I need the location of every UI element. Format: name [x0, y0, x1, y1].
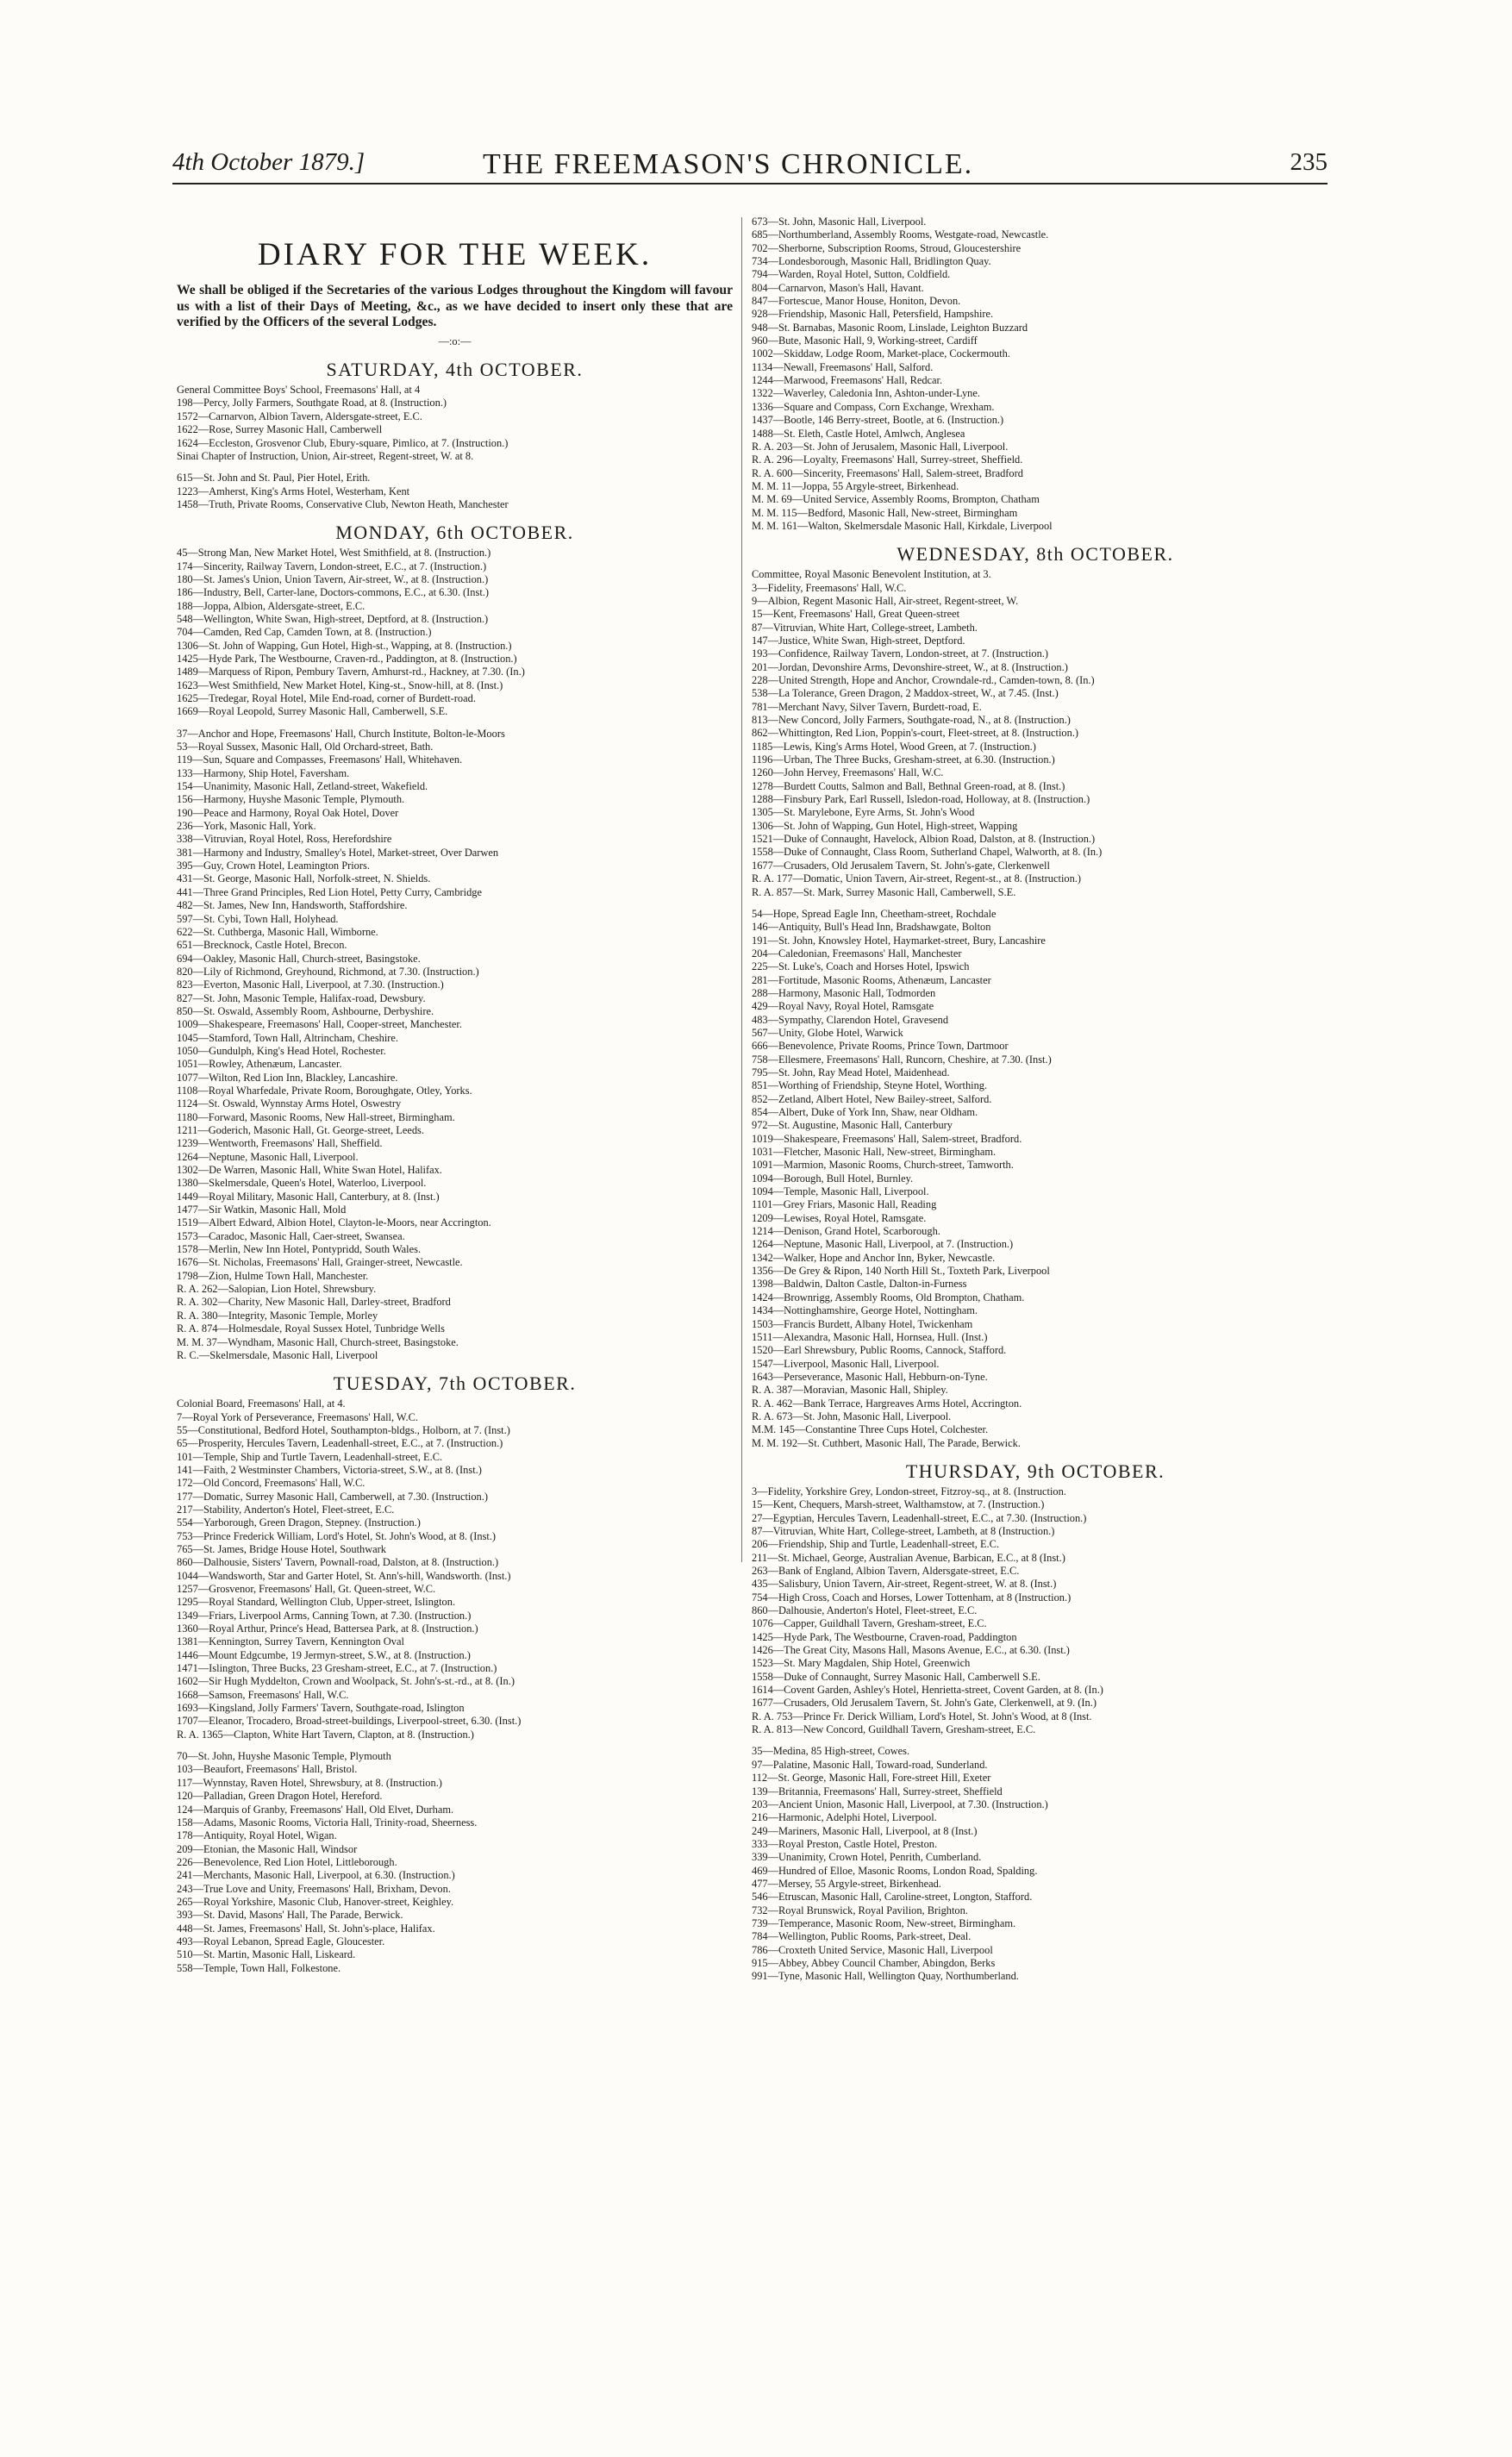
- lodge-entry: 538—La Tolerance, Green Dragon, 2 Maddox-street, W., at 7.45. (Inst.): [752, 687, 1059, 700]
- lodge-entry: Committee, Royal Masonic Benevolent Institution, at 3.: [752, 568, 991, 581]
- lodge-entry: 435—Salisbury, Union Tavern, Air-street, Regent-street, W. at 8. (Inst.): [752, 1578, 1057, 1591]
- lodge-entry: 1185—Lewis, King's Arms Hotel, Wood Green, at 7. (Instruction.): [752, 740, 1036, 753]
- lodge-entry: 548—Wellington, White Swan, High-street, Deptford, at 8. (Instruction.): [177, 612, 489, 625]
- lodge-entry: R. A. 177—Domatic, Union Tavern, Air-street, Regent-st., at 8. (Instruction.): [752, 872, 1082, 885]
- lodge-entry: General Committee Boys' School, Freemasons' Hall, at 4: [177, 384, 421, 397]
- lodge-entry: 15—Kent, Freemasons' Hall, Great Queen-street: [752, 608, 960, 621]
- lodge-entry: 1211—Goderich, Masonic Hall, Gt. George-street, Leeds.: [177, 1124, 424, 1136]
- lodge-entry: 65—Prosperity, Hercules Tavern, Leadenhall-street, E.C., at 7. (Instruction.): [177, 1437, 503, 1450]
- lodge-entry: 847—Fortescue, Manor House, Honiton, Devon.: [752, 295, 961, 308]
- lodge-entry: 265—Royal Yorkshire, Masonic Club, Hanover-street, Keighley.: [177, 1895, 454, 1908]
- lodge-entry: 1623—West Smithfield, New Market Hotel, King-st., Snow-hill, at 8. (Inst.): [177, 678, 503, 691]
- lodge-entry: 1676—St. Nicholas, Freemasons' Hall, Grainger-street, Newcastle.: [177, 1256, 463, 1269]
- lodge-entry: 1349—Friars, Liverpool Arms, Canning Town, at 7.30. (Instruction.): [177, 1609, 472, 1622]
- lodge-entry: 558—Temple, Town Hall, Folkestone.: [177, 1961, 341, 1974]
- lodge-entry: 1614—Covent Garden, Ashley's Hotel, Henrietta-street, Covent Garden, at 8. (In.): [752, 1684, 1103, 1697]
- lodge-entry: 1434—Nottinghamshire, George Hotel, Nottingham.: [752, 1304, 978, 1317]
- lodge-entry: 1425—Hyde Park, The Westbourne, Craven-rd., Paddington, at 8. (Instruction.): [177, 652, 517, 665]
- lodge-entry: 124—Marquis of Granby, Freemasons' Hall, Old Elvet, Durham.: [177, 1803, 454, 1816]
- lodge-entry: 236—York, Masonic Hall, York.: [177, 820, 316, 833]
- lodge-entry: R. A. 813—New Concord, Guildhall Tavern, Gresham-street, E.C.: [752, 1723, 1036, 1736]
- tuesday-heading: TUESDAY, 7th OCTOBER.: [333, 1372, 577, 1395]
- lodge-entry: 795—St. John, Ray Mead Hotel, Maidenhead.: [752, 1066, 950, 1078]
- lodge-entry: 1322—Waverley, Caledonia Inn, Ashton-under-Lyne.: [752, 387, 980, 400]
- lodge-entry: 198—Percy, Jolly Farmers, Southgate Road, at 8. (Instruction.): [177, 397, 447, 410]
- lodge-entry: 35—Medina, 85 High-street, Cowes.: [752, 1745, 910, 1758]
- lodge-entry: 441—Three Grand Principles, Red Lion Hotel, Petty Curry, Cambridge: [177, 885, 482, 898]
- lodge-entry: 191—St. John, Knowsley Hotel, Haymarket-street, Bury, Lancashire: [752, 934, 1046, 947]
- lodge-entry: 206—Friendship, Ship and Turtle, Leadenhall-street, E.C.: [752, 1538, 1000, 1551]
- lodge-entry: 1257—Grosvenor, Freemasons' Hall, Gt. Queen-street, W.C.: [177, 1583, 436, 1595]
- lodge-entry: 1558—Duke of Connaught, Surrey Masonic Hall, Camberwell S.E.: [752, 1670, 1040, 1683]
- tuesday-continued-list: [752, 216, 1319, 533]
- lodge-entry: 201—Jordan, Devonshire Arms, Devonshire-street, W., at 8. (Instruction.): [752, 660, 1068, 673]
- lodge-entry: 3—Fidelity, Freemasons' Hall, W.C.: [752, 581, 907, 594]
- diary-title: DIARY FOR THE WEEK.: [257, 237, 653, 272]
- lodge-entry: R. A. 673—St. John, Masonic Hall, Liverpool.: [752, 1410, 952, 1422]
- lodge-entry: R. A. 600—Sincerity, Freemasons' Hall, Salem-street, Bradford: [752, 466, 1023, 479]
- lodge-entry: 1295—Royal Standard, Wellington Club, Upper-street, Islington.: [177, 1596, 456, 1609]
- lodge-entry: R. A. 262—Salopian, Lion Hotel, Shrewsbury.: [177, 1283, 377, 1296]
- lodge-entry: 339—Unanimity, Crown Hotel, Penrith, Cumberland.: [752, 1851, 982, 1864]
- lodge-entry: R. A. 203—St. John of Jerusalem, Masonic Hall, Liverpool.: [752, 440, 1009, 453]
- lodge-entry: 651—Brecknock, Castle Hotel, Brecon.: [177, 939, 347, 952]
- lodge-entry: 288—Harmony, Masonic Hall, Todmorden: [752, 986, 936, 999]
- lodge-entry: 1051—Rowley, Athenæum, Lancaster.: [177, 1058, 342, 1071]
- lodge-entry: 915—Abbey, Abbey Council Chamber, Abingdon, Berks: [752, 1956, 996, 1969]
- lodge-entry: 241—Merchants, Masonic Hall, Liverpool, at 6.30. (Instruction.): [177, 1869, 455, 1882]
- lodge-entry: 146—Antiquity, Bull's Head Inn, Bradshawgate, Bolton: [752, 921, 991, 934]
- lodge-entry: R. A. 462—Bank Terrace, Hargreaves Arms Hotel, Accrington.: [752, 1397, 1022, 1410]
- lodge-entry: 786—Croxteth United Service, Masonic Hall, Liverpool: [752, 1943, 993, 1956]
- lodge-entry: 3—Fidelity, Yorkshire Grey, London-street, Fitzroy-sq., at 8. (Instruction.: [752, 1485, 1066, 1497]
- lodge-entry: 493—Royal Lebanon, Spread Eagle, Gloucester.: [177, 1935, 385, 1947]
- lodge-entry: R. A. 857—St. Mark, Surrey Masonic Hall, Camberwell, S.E.: [752, 885, 1016, 898]
- lodge-entry: M. M. 115—Bedford, Masonic Hall, New-street, Birmingham: [752, 506, 1018, 519]
- lodge-entry: 804—Carnarvon, Mason's Hall, Havant.: [752, 281, 924, 294]
- lodge-entry: 960—Bute, Masonic Hall, 9, Working-street, Cardiff: [752, 334, 978, 347]
- lodge-entry: 193—Confidence, Railway Tavern, London-street, at 7. (Instruction.): [752, 647, 1049, 660]
- lodge-entry: 1288—Finsbury Park, Earl Russell, Isledon-road, Holloway, at 8. (Instruction.): [752, 793, 1090, 806]
- lodge-entry: R. A. 753—Prince Fr. Derick William, Lord's Hotel, St. John's Wood, at 8 (Inst.: [752, 1710, 1092, 1722]
- lodge-entry: 469—Hundred of Elloe, Masonic Rooms, London Road, Spalding.: [752, 1864, 1038, 1877]
- lodge-entry: 702—Sherborne, Subscription Rooms, Stroud, Gloucestershire: [752, 241, 1022, 254]
- lodge-entry: 673—St. John, Masonic Hall, Liverpool.: [752, 216, 927, 228]
- diary-intro: We shall be obliged if the Secretaries of the various Lodges throughout the Kingdom will favour us with a list of their Days of Meeting, &c., as we have decided to insert only these that are verified by the Officers of the several Lodges.: [177, 283, 733, 330]
- lodge-entry: 483—Sympathy, Clarendon Hotel, Gravesend: [752, 1013, 949, 1026]
- spacer: [752, 1736, 1319, 1745]
- lodge-entry: 180—St. James's Union, Union Tavern, Air-street, W., at 8. (Instruction.): [177, 572, 489, 585]
- lodge-entry: 1446—Mount Edgcumbe, 19 Jermyn-street, S.W., at 8. (Instruction.): [177, 1648, 471, 1661]
- lodge-entry: 765—St. James, Bridge House Hotel, Southwark: [177, 1542, 386, 1555]
- lodge-entry: 694—Oakley, Masonic Hall, Church-street, Basingstoke.: [177, 952, 421, 965]
- lodge-entry: 1306—St. John of Wapping, Gun Hotel, High-street, Wapping: [752, 819, 1018, 832]
- lodge-entry: 9—Albion, Regent Masonic Hall, Air-street, Regent-street, W.: [752, 594, 1019, 607]
- lodge-entry: 1693—Kingsland, Jolly Farmers' Tavern, Southgate-road, Islington: [177, 1702, 465, 1715]
- spacer: [177, 719, 733, 728]
- lodge-entry: 1558—Duke of Connaught, Class Room, Sutherland Chapel, Walworth, at 8. (In.): [752, 846, 1103, 859]
- lodge-entry: 101—Temple, Ship and Turtle Tavern, Leadenhall-street, E.C.: [177, 1450, 443, 1463]
- lodge-entry: 1134—Newall, Freemasons' Hall, Salford.: [752, 360, 934, 373]
- lodge-entry: 1356—De Grey & Ripon, 140 North Hill St., Toxteth Park, Liverpool: [752, 1265, 1050, 1278]
- lodge-entry: 225—St. Luke's, Coach and Horses Hotel, Ipswich: [752, 960, 970, 973]
- lodge-entry: 1449—Royal Military, Masonic Hall, Canterbury, at 8. (Inst.): [177, 1190, 440, 1203]
- lodge-entry: 758—Ellesmere, Freemasons' Hall, Runcorn, Cheshire, at 7.30. (Inst.): [752, 1053, 1052, 1066]
- lodge-entry: R. A. 380—Integrity, Masonic Temple, Morley: [177, 1309, 378, 1322]
- lodge-entry: 1707—Eleanor, Trocadero, Broad-street-buildings, Liverpool-street, 6.30. (Inst.): [177, 1715, 522, 1728]
- lodge-entry: R. A. 296—Loyalty, Freemasons' Hall, Surrey-street, Sheffield.: [752, 453, 1023, 466]
- lodge-entry: 186—Industry, Bell, Carter-lane, Doctors-commons, E.C., at 6.30. (Inst.): [177, 586, 489, 599]
- lodge-entry: Sinai Chapter of Instruction, Union, Air-street, Regent-street, W. at 8.: [177, 449, 474, 462]
- thursday-provincial-list: [752, 1745, 1319, 1983]
- lodge-entry: 1602—Sir Hugh Myddelton, Crown and Woolpack, St. John's-st.-rd., at 8. (In.): [177, 1675, 515, 1688]
- spacer: [752, 899, 1319, 908]
- lodge-entry: 1425—Hyde Park, The Westbourne, Craven-road, Paddington: [752, 1630, 1017, 1643]
- lodge-entry: 37—Anchor and Hope, Freemasons' Hall, Church Institute, Bolton-le-Moors: [177, 727, 505, 740]
- lodge-entry: 178—Antiquity, Royal Hotel, Wigan.: [177, 1829, 337, 1842]
- lodge-entry: 482—St. James, New Inn, Handsworth, Staffordshire.: [177, 899, 408, 912]
- lodge-entry: 1094—Borough, Bull Hotel, Burnley.: [752, 1172, 914, 1185]
- lodge-entry: M. M. 69—United Service, Assembly Rooms, Brompton, Chatham: [752, 493, 1040, 506]
- lodge-entry: 226—Benevolence, Red Lion Hotel, Littleborough.: [177, 1855, 397, 1868]
- lodge-entry: 1002—Skiddaw, Lodge Room, Market-place, Cockermouth.: [752, 347, 1010, 360]
- tuesday-provincial-list: [177, 1750, 733, 1975]
- lodge-entry: 1108—Royal Wharfedale, Private Room, Boroughgate, Otley, Yorks.: [177, 1084, 472, 1097]
- lodge-entry: 1643—Perseverance, Masonic Hall, Hebburn-on-Tyne.: [752, 1370, 988, 1383]
- lodge-entry: 1669—Royal Leopold, Surrey Masonic Hall, Camberwell, S.E.: [177, 705, 448, 718]
- lodge-entry: 860—Dalhousie, Sisters' Tavern, Pownall-road, Dalston, at 8. (Instruction.): [177, 1556, 499, 1569]
- lodge-entry: 1196—Urban, The Three Bucks, Gresham-street, at 6.30. (Instruction.): [752, 753, 1055, 766]
- lodge-entry: 156—Harmony, Huyshe Masonic Temple, Plymouth.: [177, 793, 405, 806]
- lodge-entry: 120—Palladian, Green Dragon Hotel, Hereford.: [177, 1790, 383, 1803]
- lodge-entry: 854—Albert, Duke of York Inn, Shaw, near Oldham.: [752, 1106, 978, 1118]
- lodge-entry: 820—Lily of Richmond, Greyhound, Richmond, at 7.30. (Instruction.): [177, 965, 479, 978]
- spacer: [177, 1741, 733, 1750]
- lodge-entry: 991—Tyne, Masonic Hall, Wellington Quay, Northumberland.: [752, 1970, 1019, 1983]
- lodge-entry: 948—St. Barnabas, Masonic Room, Linslade, Leighton Buzzard: [752, 321, 1028, 334]
- lodge-entry: 567—Unity, Globe Hotel, Warwick: [752, 1026, 903, 1039]
- lodge-entry: 734—Londesborough, Masonic Hall, Bridlington Quay.: [752, 255, 991, 268]
- lodge-entry: 1622—Rose, Surrey Masonic Hall, Camberwell: [177, 423, 383, 436]
- lodge-entry: 172—Old Concord, Freemasons' Hall, W.C.: [177, 1477, 366, 1490]
- lodge-entry: 395—Guy, Crown Hotel, Leamington Priors.: [177, 860, 370, 872]
- saturday-heading: SATURDAY, 4th OCTOBER.: [326, 359, 584, 381]
- lodge-entry: 823—Everton, Masonic Hall, Liverpool, at 7.30. (Instruction.): [177, 978, 444, 991]
- lodge-entry: 622—St. Cuthberga, Masonic Hall, Wimborne.: [177, 925, 378, 938]
- lodge-entry: 1045—Stamford, Town Hall, Altrincham, Cheshire.: [177, 1031, 399, 1044]
- monday-heading: MONDAY, 6th OCTOBER.: [335, 522, 574, 544]
- lodge-entry: M. M. 161—Walton, Skelmersdale Masonic Hall, Kirkdale, Liverpool: [752, 519, 1053, 532]
- lodge-entry: 754—High Cross, Coach and Horses, Lower Tottenham, at 8 (Instruction.): [752, 1591, 1072, 1604]
- lodge-entry: 784—Wellington, Public Rooms, Park-street, Deal.: [752, 1930, 972, 1943]
- wednesday-london-list: [752, 568, 1319, 899]
- lodge-entry: 1798—Zion, Hulme Town Hall, Manchester.: [177, 1269, 369, 1282]
- lodge-entry: M.M. 145—Constantine Three Cups Hotel, Colchester.: [752, 1423, 989, 1436]
- lodge-entry: 1523—St. Mary Magdalen, Ship Hotel, Greenwich: [752, 1657, 971, 1670]
- lodge-entry: 1101—Grey Friars, Masonic Hall, Reading: [752, 1198, 937, 1211]
- lodge-entry: 1209—Lewises, Royal Hotel, Ramsgate.: [752, 1211, 927, 1224]
- lodge-entry: 1511—Alexandra, Masonic Hall, Hornsea, Hull. (Inst.): [752, 1330, 988, 1343]
- lodge-entry: 1180—Forward, Masonic Rooms, New Hall-street, Birmingham.: [177, 1110, 455, 1123]
- lodge-entry: 850—St. Oswald, Assembly Room, Ashbourne, Derbyshire.: [177, 1004, 434, 1017]
- lodge-entry: 1264—Neptune, Masonic Hall, Liverpool.: [177, 1150, 359, 1163]
- lodge-entry: M. M. 37—Wyndham, Masonic Hall, Church-street, Basingstoke.: [177, 1335, 459, 1348]
- lodge-entry: 119—Sun, Square and Compasses, Freemasons' Hall, Whitehaven.: [177, 753, 463, 766]
- lodge-entry: Colonial Board, Freemasons' Hall, at 4.: [177, 1397, 346, 1410]
- lodge-entry: 204—Caledonian, Freemasons' Hall, Manchester: [752, 947, 962, 960]
- lodge-entry: 1076—Capper, Guildhall Tavern, Gresham-street, E.C.: [752, 1617, 987, 1630]
- lodge-entry: 112—St. George, Masonic Hall, Fore-street Hill, Exeter: [752, 1772, 991, 1785]
- lodge-entry: 1398—Baldwin, Dalton Castle, Dalton-in-Furness: [752, 1278, 967, 1291]
- lodge-entry: 117—Wynnstay, Raven Hotel, Shrewsbury, at 8. (Instruction.): [177, 1776, 442, 1789]
- lodge-entry: 228—United Strength, Hope and Anchor, Crowndale-rd., Camden-town, 8. (In.): [752, 674, 1095, 686]
- monday-provincial-list: [177, 728, 733, 1363]
- lodge-entry: 1624—Eccleston, Grosvenor Club, Ebury-square, Pimlico, at 7. (Instruction.): [177, 436, 509, 449]
- lodge-entry: M. M. 192—St. Cuthbert, Masonic Hall, The Parade, Berwick.: [752, 1436, 1021, 1449]
- lodge-entry: 1214—Denison, Grand Hotel, Scarborough.: [752, 1225, 940, 1238]
- lodge-entry: 1009—Shakespeare, Freemasons' Hall, Cooper-street, Manchester.: [177, 1018, 462, 1031]
- lodge-entry: 666—Benevolence, Private Rooms, Prince Town, Dartmoor: [752, 1040, 1009, 1053]
- lodge-entry: 70—St. John, Huyshe Masonic Temple, Plymouth: [177, 1750, 391, 1763]
- lodge-entry: 794—Warden, Royal Hotel, Sutton, Coldfield.: [752, 268, 951, 281]
- lodge-entry: R. A. 1365—Clapton, White Hart Tavern, Clapton, at 8. (Instruction.): [177, 1728, 474, 1741]
- lodge-entry: M. M. 11—Joppa, 55 Argyle-street, Birkenhead.: [752, 479, 959, 492]
- lodge-entry: 1239—Wentworth, Freemasons' Hall, Sheffield.: [177, 1137, 383, 1150]
- lodge-entry: 7—Royal York of Perseverance, Freemasons' Hall, W.C.: [177, 1410, 418, 1423]
- lodge-entry: 1031—Fletcher, Masonic Hall, New-street, Birmingham.: [752, 1146, 997, 1159]
- saturday-london-list: [177, 384, 733, 463]
- spacer: [177, 463, 733, 472]
- lodge-entry: 862—Whittington, Red Lion, Poppin's-court, Fleet-street, at 8. (Instruction.): [752, 727, 1079, 740]
- lodge-entry: 87—Vitruvian, White Hart, College-street, Lambeth, at 8 (Instruction.): [752, 1524, 1055, 1537]
- lodge-entry: 781—Merchant Navy, Silver Tavern, Burdett-road, E.: [752, 700, 982, 713]
- lodge-entry: 851—Worthing of Friendship, Steyne Hotel, Worthing.: [752, 1079, 988, 1092]
- lodge-entry: 177—Domatic, Surrey Masonic Hall, Camberwell, at 7.30. (Instruction.): [177, 1490, 488, 1503]
- lodge-entry: 813—New Concord, Jolly Farmers, Southgate-road, N., at 8. (Instruction.): [752, 714, 1071, 727]
- lodge-entry: 448—St. James, Freemasons' Hall, St. John's-place, Halifax.: [177, 1922, 435, 1935]
- lodge-entry: 217—Stability, Anderton's Hotel, Fleet-street, E.C.: [177, 1503, 395, 1516]
- lodge-entry: 1336—Square and Compass, Corn Exchange, Wrexham.: [752, 400, 995, 413]
- lodge-entry: 1244—Marwood, Freemasons' Hall, Redcar.: [752, 374, 943, 387]
- lodge-entry: 1521—Duke of Connaught, Havelock, Albion Road, Dalston, at 8. (Instruction.): [752, 833, 1096, 846]
- lodge-entry: 477—Mersey, 55 Argyle-street, Birkenhead.: [752, 1877, 941, 1890]
- left-column: [177, 216, 733, 1975]
- lodge-entry: 1306—St. John of Wapping, Gun Hotel, High-st., Wapping, at 8. (Instruction.): [177, 639, 512, 652]
- lodge-entry: 53—Royal Sussex, Masonic Hall, Old Orchard-street, Bath.: [177, 741, 434, 753]
- lodge-entry: 429—Royal Navy, Royal Hotel, Ramsgate: [752, 1000, 934, 1013]
- lodge-entry: 1278—Burdett Coutts, Salmon and Ball, Bethnal Green-road, at 8. (Inst.): [752, 779, 1065, 792]
- lodge-entry: 87—Vitruvian, White Hart, College-street, Lambeth.: [752, 621, 978, 634]
- lodge-entry: 1381—Kennington, Surrey Tavern, Kennington Oval: [177, 1635, 404, 1648]
- lodge-entry: 1094—Temple, Masonic Hall, Liverpool.: [752, 1185, 929, 1198]
- lodge-entry: 1437—Bootle, 146 Berry-street, Bootle, at 6. (Instruction.): [752, 414, 1004, 427]
- lodge-entry: 209—Etonian, the Masonic Hall, Windsor: [177, 1842, 358, 1855]
- lodge-entry: 1477—Sir Watkin, Masonic Hall, Mold: [177, 1203, 347, 1216]
- lodge-entry: 1077—Wilton, Red Lion Inn, Blackley, Lancashire.: [177, 1071, 398, 1084]
- lodge-entry: 1426—The Great City, Masons Hall, Masons Avenue, E.C., at 6.30. (Inst.): [752, 1644, 1070, 1657]
- lodge-entry: 1380—Skelmersdale, Queen's Hotel, Waterloo, Liverpool.: [177, 1177, 427, 1190]
- lodge-entry: 1489—Marquess of Ripon, Pembury Tavern, Amhurst-rd., Hackney, at 7.30. (In.): [177, 666, 525, 678]
- lodge-entry: 190—Peace and Harmony, Royal Oak Hotel, Dover: [177, 806, 399, 819]
- lodge-entry: 1302—De Warren, Masonic Hall, White Swan Hotel, Halifax.: [177, 1164, 442, 1177]
- lodge-entry: 133—Harmony, Ship Hotel, Faversham.: [177, 766, 350, 779]
- lodge-entry: 141—Faith, 2 Westminster Chambers, Victoria-street, S.W., at 8. (Inst.): [177, 1463, 482, 1476]
- lodge-entry: 1547—Liverpool, Masonic Hall, Liverpool.: [752, 1357, 940, 1370]
- lodge-entry: 281—Fortitude, Masonic Rooms, Athenæum, Lancaster: [752, 973, 991, 986]
- column-divider: [741, 217, 742, 1562]
- lodge-entry: 103—Beaufort, Freemasons' Hall, Bristol.: [177, 1763, 358, 1776]
- lodge-entry: 1050—Gundulph, King's Head Hotel, Rochester.: [177, 1044, 386, 1057]
- lodge-entry: 154—Unanimity, Masonic Hall, Zetland-street, Wakefield.: [177, 780, 428, 793]
- lodge-entry: 1424—Brownrigg, Assembly Rooms, Old Brompton, Chatham.: [752, 1291, 1025, 1304]
- lodge-entry: 45—Strong Man, New Market Hotel, West Smithfield, at 8. (Instruction.): [177, 547, 491, 560]
- lodge-entry: 203—Ancient Union, Masonic Hall, Liverpool, at 7.30. (Instruction.): [752, 1797, 1048, 1810]
- thursday-london-list: [752, 1485, 1319, 1737]
- lodge-entry: 1124—St. Oswald, Wynnstay Arms Hotel, Oswestry: [177, 1097, 402, 1110]
- lodge-entry: 216—Harmonic, Adelphi Hotel, Liverpool.: [752, 1811, 937, 1824]
- lodge-entry: 27—Egyptian, Hercules Tavern, Leadenhall-street, E.C., at 7.30. (Instruction.): [752, 1511, 1087, 1524]
- lodge-entry: 55—Constitutional, Bedford Hotel, Southampton-bldgs., Holborn, at 7. (Inst.): [177, 1423, 510, 1436]
- wednesday-heading: WEDNESDAY, 8th OCTOBER.: [897, 543, 1174, 566]
- page-number: 235: [1290, 148, 1328, 176]
- lodge-entry: 928—Friendship, Masonic Hall, Petersfield, Hampshire.: [752, 308, 994, 321]
- lodge-entry: 685—Northumberland, Assembly Rooms, Westgate-road, Newcastle.: [752, 228, 1049, 241]
- lodge-entry: 1520—Earl Shrewsbury, Public Rooms, Cannock, Stafford.: [752, 1344, 1007, 1357]
- lodge-entry: 338—Vitruvian, Royal Hotel, Ross, Herefordshire: [177, 833, 392, 846]
- lodge-entry: 54—Hope, Spread Eagle Inn, Cheetham-street, Rochdale: [752, 907, 997, 920]
- lodge-entry: 158—Adams, Masonic Rooms, Victoria Hall, Trinity-road, Sheerness.: [177, 1816, 478, 1829]
- publication-title: THE FREEMASON'S CHRONICLE.: [483, 148, 974, 180]
- lodge-entry: 97—Palatine, Masonic Hall, Toward-road, Sunderland.: [752, 1758, 988, 1771]
- lodge-entry: 1091—Marmion, Masonic Rooms, Church-street, Tamworth.: [752, 1159, 1014, 1172]
- right-column: [752, 216, 1319, 1984]
- thursday-heading: THURSDAY, 9th OCTOBER.: [905, 1460, 1165, 1482]
- lodge-entry: 972—St. Augustine, Masonic Hall, Canterbury: [752, 1119, 953, 1132]
- lodge-entry: 1668—Samson, Freemasons' Hall, W.C.: [177, 1688, 349, 1701]
- lodge-entry: 554—Yarborough, Green Dragon, Stepney. (Instruction.): [177, 1516, 421, 1529]
- issue-date: 4th October 1879.]: [172, 148, 366, 176]
- lodge-entry: R. C.—Skelmersdale, Masonic Hall, Liverpool: [177, 1348, 378, 1361]
- lodge-entry: 1519—Albert Edward, Albion Hotel, Clayton-le-Moors, near Accrington.: [177, 1216, 491, 1229]
- lodge-entry: 1360—Royal Arthur, Prince's Head, Battersea Park, at 8. (Instruction.): [177, 1622, 478, 1635]
- lodge-entry: 1305—St. Marylebone, Eyre Arms, St. John's Wood: [752, 806, 975, 819]
- wednesday-provincial-list: [752, 908, 1319, 1450]
- lodge-entry: 827—St. John, Masonic Temple, Halifax-road, Dewsbury.: [177, 991, 426, 1004]
- lodge-entry: 732—Royal Brunswick, Royal Pavilion, Brighton.: [752, 1904, 968, 1916]
- lodge-entry: 188—Joppa, Albion, Aldersgate-street, E.C.: [177, 599, 366, 612]
- lodge-entry: 1260—John Hervey, Freemasons' Hall, W.C.: [752, 766, 944, 779]
- lodge-entry: 546—Etruscan, Masonic Hall, Caroline-street, Longton, Stafford.: [752, 1891, 1033, 1904]
- lodge-entry: 249—Mariners, Masonic Hall, Liverpool, at 8 (Inst.): [752, 1824, 978, 1837]
- lodge-entry: 1223—Amherst, King's Arms Hotel, Westerham, Kent: [177, 485, 410, 497]
- lodge-entry: 1625—Tredegar, Royal Hotel, Mile End-road, corner of Burdett-road.: [177, 692, 476, 704]
- lodge-entry: R. A. 302—Charity, New Masonic Hall, Darley-street, Bradford: [177, 1296, 451, 1309]
- lodge-entry: R. A. 387—Moravian, Masonic Hall, Shipley.: [752, 1384, 948, 1397]
- lodge-entry: 510—St. Martin, Masonic Hall, Liskeard.: [177, 1948, 356, 1961]
- lodge-entry: 393—St. David, Masons' Hall, The Parade, Berwick.: [177, 1909, 403, 1922]
- lodge-entry: 147—Justice, White Swan, High-street, Deptford.: [752, 634, 965, 647]
- lodge-entry: 333—Royal Preston, Castle Hotel, Preston.: [752, 1837, 938, 1850]
- lodge-entry: 263—Bank of England, Albion Tavern, Aldersgate-street, E.C.: [752, 1565, 1020, 1577]
- lodge-entry: 174—Sincerity, Railway Tavern, London-street, E.C., at 7. (Instruction.): [177, 560, 487, 572]
- lodge-entry: 243—True Love and Unity, Freemasons' Hall, Brixham, Devon.: [177, 1882, 451, 1895]
- lodge-entry: 739—Temperance, Masonic Room, New-street, Birmingham.: [752, 1916, 1016, 1929]
- lodge-entry: 15—Kent, Chequers, Marsh-street, Walthamstow, at 7. (Instruction.): [752, 1498, 1045, 1511]
- page-header: [172, 148, 1328, 184]
- lodge-entry: 381—Harmony and Industry, Smalley's Hotel, Market-street, Over Darwen: [177, 846, 499, 859]
- lodge-entry: 704—Camden, Red Cap, Camden Town, at 8. (Instruction.): [177, 626, 432, 639]
- lodge-entry: 1677—Crusaders, Old Jerusalem Tavern, St. John's Gate, Clerkenwell, at 9. (In.): [752, 1697, 1097, 1710]
- lodge-entry: 852—Zetland, Albert Hotel, New Bailey-street, Salford.: [752, 1092, 992, 1105]
- lodge-entry: 1503—Francis Burdett, Albany Hotel, Twickenham: [752, 1317, 973, 1330]
- lodge-entry: 1471—Islington, Three Bucks, 23 Gresham-street, E.C., at 7. (Instruction.): [177, 1662, 497, 1675]
- lodge-entry: 860—Dalhousie, Anderton's Hotel, Fleet-street, E.C.: [752, 1604, 978, 1617]
- lodge-entry: 1488—St. Eleth, Castle Hotel, Amlwch, Anglesea: [752, 427, 965, 440]
- lodge-entry: R. A. 874—Holmesdale, Royal Sussex Hotel, Tunbridge Wells: [177, 1322, 445, 1335]
- lodge-entry: 753—Prince Frederick William, Lord's Hotel, St. John's Wood, at 8. (Inst.): [177, 1529, 497, 1542]
- lodge-entry: 1458—Truth, Private Rooms, Conservative Club, Newton Heath, Manchester: [177, 497, 509, 510]
- lodge-entry: 1572—Carnarvon, Albion Tavern, Aldersgate-street, E.C.: [177, 410, 422, 422]
- saturday-provincial-list: [177, 472, 733, 511]
- lodge-entry: 139—Britannia, Freemasons' Hall, Surrey-street, Sheffield: [752, 1785, 1003, 1797]
- lodge-entry: 1573—Caradoc, Masonic Hall, Caer-street, Swansea.: [177, 1229, 405, 1242]
- lodge-entry: 211—St. Michael, George, Australian Avenue, Barbican, E.C., at 8 (Inst.): [752, 1551, 1065, 1564]
- lodge-entry: 1019—Shakespeare, Freemasons' Hall, Salem-street, Bradford.: [752, 1132, 1022, 1145]
- lodge-entry: 615—St. John and St. Paul, Pier Hotel, Erith.: [177, 472, 371, 485]
- lodge-entry: 597—St. Cybi, Town Hall, Holyhead.: [177, 912, 339, 925]
- lodge-entry: 1342—Walker, Hope and Anchor Inn, Byker, Newcastle.: [752, 1251, 996, 1264]
- separator: —:o:—: [438, 334, 472, 347]
- lodge-entry: 1677—Crusaders, Old Jerusalem Tavern, St. John's-gate, Clerkenwell: [752, 859, 1050, 872]
- monday-london-list: [177, 547, 733, 718]
- lodge-entry: 1044—Wandsworth, Star and Garter Hotel, St. Ann's-hill, Wandsworth. (Inst.): [177, 1569, 511, 1582]
- lodge-entry: 431—St. George, Masonic Hall, Norfolk-street, N. Shields.: [177, 872, 431, 885]
- lodge-entry: 1578—Merlin, New Inn Hotel, Pontypridd, South Wales.: [177, 1243, 422, 1256]
- lodge-entry: 1264—Neptune, Masonic Hall, Liverpool, at 7. (Instruction.): [752, 1238, 1014, 1251]
- tuesday-london-list: [177, 1397, 733, 1741]
